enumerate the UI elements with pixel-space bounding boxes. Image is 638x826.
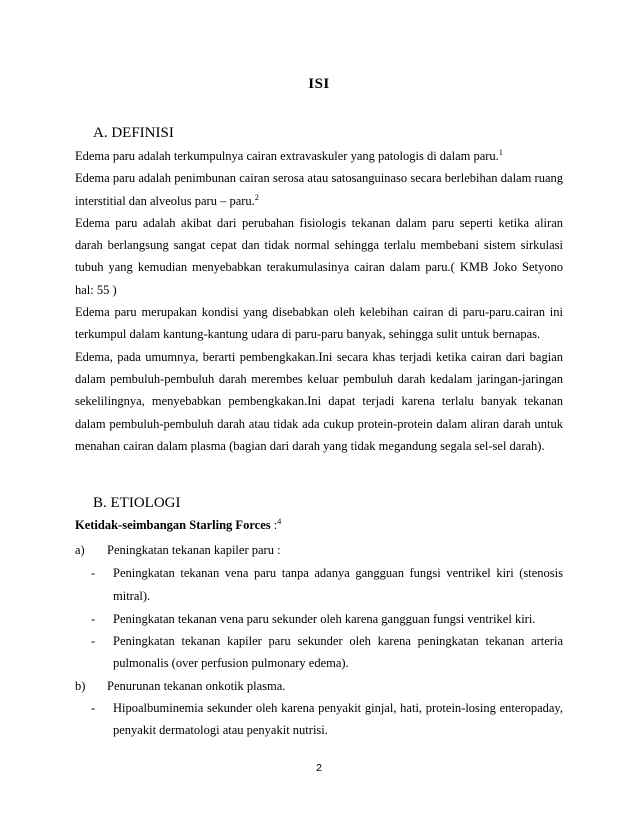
definisi-paragraph-5-line-3: sekelilingnya, menyebabkan pembengkakan.Ini dapat terjadi karena terlalu banyak tekanan — [75, 394, 563, 409]
list-item-line-1: Hipoalbuminemia sekunder oleh karena penyakit ginjal, hati, protein-losing enteropaday, — [113, 701, 563, 715]
page-number: 2 — [316, 762, 322, 774]
definisi-paragraph-5-line-5: menahan cairan dalam plasma (bagian dari darah yang tidak megandung segala sel-sel darah). — [75, 438, 545, 453]
definisi-paragraph-1 — [75, 145, 563, 167]
definisi-paragraph-5-line-2: dalam pembuluh-pembuluh darah merembes keluar pembuluh darah kedalam jaringan-jaringan — [75, 371, 563, 386]
page-title: ISI — [308, 76, 330, 92]
list-item-line-1: Peningkatan tekanan vena paru tanpa adanya gangguan fungsi ventrikel kiri (stenosis — [113, 566, 563, 580]
definisi-paragraph-3-line-2: darah berlangsung sangat cepat dan tidak normal sehingga terlalu membebani sistem sirkulasi — [75, 238, 563, 253]
list-item — [113, 634, 563, 649]
list-item — [113, 701, 563, 716]
list-item-b-text: Penurunan tekanan onkotik plasma. — [107, 679, 286, 693]
list-item-line-2: pulmonalis (over perfusion pulmonary edema). — [113, 656, 349, 670]
definisi-paragraph-3-line-1: Edema paru adalah akibat dari perubahan fisiologis tekanan dalam paru seperti ketika aliran — [75, 215, 563, 230]
bullet-dash: - — [91, 701, 96, 715]
paragraph-text: Edema paru adalah terkumpulnya cairan extravaskuler yang patologis di dalam paru. — [75, 149, 499, 163]
definisi-paragraph-4-line-1: Edema paru merupakan kondisi yang disebabkan oleh kelebihan cairan di paru-paru.cairan ini — [75, 305, 563, 320]
list-marker-b: b) — [75, 679, 86, 693]
list-marker-a: a) — [75, 543, 85, 557]
definisi-paragraph-2-line-2 — [75, 190, 563, 212]
section-heading-definisi: A. DEFINISI — [93, 125, 174, 141]
subheading-text: Ketidak-seimbangan Starling Forces — [75, 518, 271, 532]
footnote-ref: 1 — [498, 147, 503, 157]
bullet-dash: - — [91, 634, 96, 648]
footnote-ref: 2 — [254, 192, 259, 202]
definisi-paragraph-5-line-4: dalam pembuluh-pembuluh darah atau tidak ada cukup protein-protein dalam aliran darah untuk — [75, 416, 563, 431]
etiologi-subheading — [75, 518, 281, 533]
list-item-line-2: penyakit dermatologi atau penyakit nutrisi. — [113, 723, 328, 737]
definisi-body — [75, 145, 563, 457]
definisi-paragraph-3-line-3: tubuh yang kemudian menyebabkan terakumulasinya cairan dalam paru.( KMB Joko Setyono — [75, 260, 563, 275]
bullet-dash: - — [91, 612, 96, 626]
section-heading-etiologi: B. ETIOLOGI — [93, 495, 181, 511]
list-item-line-2: mitral). — [113, 589, 151, 603]
paragraph-text: interstitial dan alveolus paru – paru. — [75, 193, 255, 208]
subheading-suffix: : — [270, 518, 278, 532]
bullet-dash: - — [91, 566, 96, 580]
definisi-paragraph-5-line-1: Edema, pada umumnya, berarti pembengkakan.Ini secara khas terjadi ketika cairan dari bagian — [75, 349, 563, 364]
definisi-paragraph-3-line-4: hal: 55 ) — [75, 282, 117, 297]
definisi-paragraph-4-line-2: terkumpul dalam kantung-kantung udara di paru-paru banyak, sehingga sulit untuk bernapas. — [75, 327, 541, 342]
list-item — [113, 566, 563, 581]
definisi-paragraph-2-line-1: Edema paru adalah penimbunan cairan serosa atau satosanguinaso secara berlebihan dalam ruang — [75, 171, 563, 186]
list-item-line-1: Peningkatan tekanan kapiler paru sekunder oleh karena peningkatan tekanan arteria — [113, 634, 563, 648]
footnote-ref: 4 — [277, 516, 282, 526]
list-item: Peningkatan tekanan vena paru sekunder oleh karena gangguan fungsi ventrikel kiri. — [113, 612, 536, 626]
list-item-a-text: Peningkatan tekanan kapiler paru : — [107, 543, 281, 557]
